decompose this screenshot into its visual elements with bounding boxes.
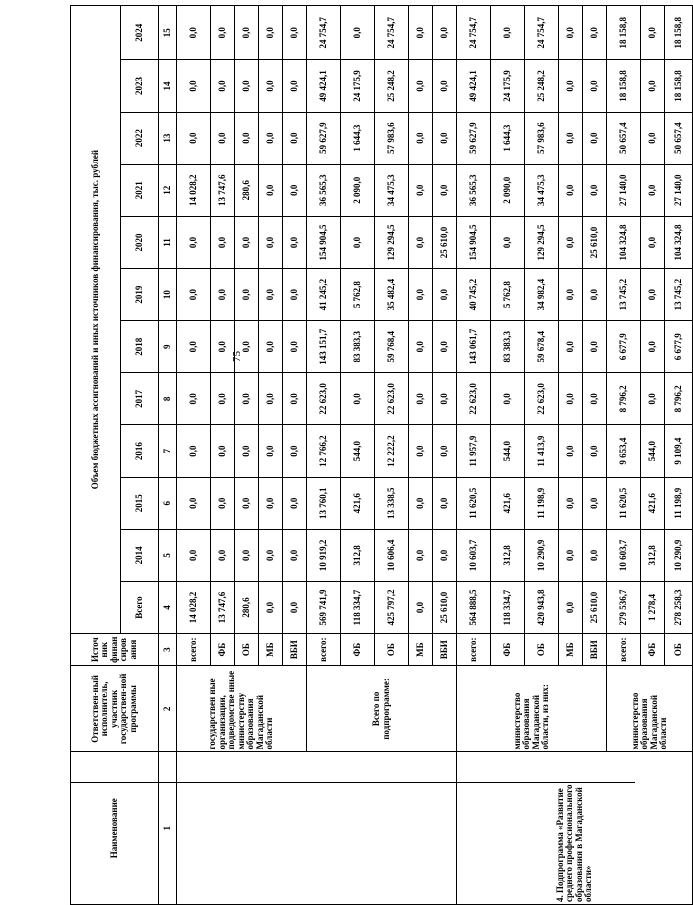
budget-table [70, 5, 693, 905]
value-cell: 0,0 [433, 269, 457, 321]
value-cell: 0,0 [259, 216, 283, 268]
value-cell: 0,0 [583, 60, 607, 112]
value-cell: 0,0 [259, 164, 283, 216]
value-cell: 0,0 [177, 321, 211, 373]
value-cell: 41 245,2 [307, 269, 341, 321]
value-cell: 118 334,7 [341, 581, 375, 633]
value-cell: 18 158,8 [665, 60, 693, 112]
column-number: 2 [159, 666, 177, 752]
column-number: 6 [159, 477, 177, 529]
value-cell: 0,0 [283, 269, 307, 321]
footer-rule [70, 782, 635, 783]
value-cell: 5 762,8 [491, 269, 525, 321]
value-cell: 0,0 [641, 60, 665, 112]
source-cell: всего: [457, 634, 491, 666]
value-cell: 280,6 [235, 581, 259, 633]
value-cell: 0,0 [211, 216, 235, 268]
value-cell: 421,6 [641, 477, 665, 529]
value-cell: 11 413,9 [525, 425, 559, 477]
value-cell: 0,0 [283, 112, 307, 164]
value-cell: 0,0 [235, 529, 259, 581]
value-cell: 13 747,6 [211, 164, 235, 216]
executor-subordinate-orgs: государствен ные организации, подведомстве нные министерству образования Магаданской области [177, 666, 307, 752]
empty-name-cell [177, 752, 457, 905]
value-cell: 25 610,0 [433, 581, 457, 633]
value-cell: 18 158,8 [607, 6, 641, 60]
value-cell: 49 424,1 [457, 60, 491, 112]
value-cell: 22 623,0 [457, 373, 491, 425]
source-cell: МБ [409, 634, 433, 666]
source-cell: ОБ [235, 634, 259, 666]
header-year-2016: 2016 [121, 425, 159, 477]
header-name: Наименование [71, 752, 159, 905]
value-cell: 129 294,5 [375, 216, 409, 268]
value-cell: 154 904,5 [457, 216, 491, 268]
budget-table-container [70, 5, 683, 905]
value-cell: 0,0 [559, 112, 583, 164]
header-funding-group: Объем бюджетных ассигнований и иных источников финансирования, тыс. рублей [71, 6, 121, 634]
column-number: 14 [159, 60, 177, 112]
value-cell: 0,0 [559, 321, 583, 373]
value-cell: 0,0 [583, 425, 607, 477]
value-cell: 10 290,9 [525, 529, 559, 581]
value-cell: 11 957,9 [457, 425, 491, 477]
value-cell: 83 383,3 [491, 321, 525, 373]
value-cell: 11 198,9 [665, 477, 693, 529]
value-cell: 22 623,0 [525, 373, 559, 425]
value-cell: 0,0 [409, 269, 433, 321]
value-cell: 143 151,7 [307, 321, 341, 373]
value-cell: 0,0 [259, 112, 283, 164]
column-number: 15 [159, 6, 177, 60]
value-cell: 6 677,9 [607, 321, 641, 373]
value-cell: 2 090,0 [341, 164, 375, 216]
column-number: 1 [159, 752, 177, 905]
column-numbers-row [159, 6, 177, 905]
value-cell: 0,0 [559, 6, 583, 60]
value-cell: 0,0 [583, 269, 607, 321]
value-cell: 0,0 [211, 373, 235, 425]
value-cell: 13 747,6 [211, 581, 235, 633]
value-cell: 0,0 [235, 216, 259, 268]
value-cell: 0,0 [583, 6, 607, 60]
value-cell: 0,0 [235, 373, 259, 425]
value-cell: 154 904,5 [307, 216, 341, 268]
value-cell: 0,0 [235, 112, 259, 164]
value-cell: 35 482,4 [375, 269, 409, 321]
value-cell: 0,0 [259, 373, 283, 425]
value-cell: 10 603,7 [607, 529, 641, 581]
value-cell: 0,0 [259, 60, 283, 112]
value-cell: 24 175,9 [341, 60, 375, 112]
value-cell: 0,0 [409, 425, 433, 477]
value-cell: 0,0 [433, 164, 457, 216]
value-cell: 22 623,0 [307, 373, 341, 425]
header-source: Источ ник финан сиров ания [71, 634, 159, 666]
value-cell: 0,0 [211, 321, 235, 373]
value-cell: 0,0 [583, 321, 607, 373]
value-cell: 59 768,4 [375, 321, 409, 373]
value-cell: 50 657,4 [665, 112, 693, 164]
value-cell: 0,0 [235, 6, 259, 60]
column-number: 7 [159, 425, 177, 477]
value-cell: 0,0 [177, 373, 211, 425]
value-cell: 312,8 [491, 529, 525, 581]
source-cell: ОБ [665, 634, 693, 666]
value-cell: 14 028,2 [177, 581, 211, 633]
value-cell: 1 278,4 [641, 581, 665, 633]
value-cell: 50 657,4 [607, 112, 641, 164]
value-cell: 0,0 [433, 60, 457, 112]
value-cell: 0,0 [235, 60, 259, 112]
value-cell: 25 248,2 [525, 60, 559, 112]
column-number: 3 [159, 634, 177, 666]
value-cell: 0,0 [259, 425, 283, 477]
value-cell: 564 888,5 [457, 581, 491, 633]
column-number: 10 [159, 269, 177, 321]
value-cell: 0,0 [559, 164, 583, 216]
value-cell: 0,0 [283, 425, 307, 477]
value-cell: 0,0 [559, 581, 583, 633]
value-cell: 13 338,5 [375, 477, 409, 529]
value-cell: 0,0 [259, 6, 283, 60]
source-cell: ВБИ [433, 634, 457, 666]
value-cell: 0,0 [211, 269, 235, 321]
value-cell: 0,0 [283, 216, 307, 268]
value-cell: 0,0 [259, 321, 283, 373]
value-cell: 27 140,0 [607, 164, 641, 216]
value-cell: 0,0 [491, 6, 525, 60]
value-cell: 57 983,6 [525, 112, 559, 164]
value-cell: 0,0 [409, 373, 433, 425]
table-row [457, 6, 491, 905]
column-number: 8 [159, 373, 177, 425]
value-cell: 118 334,7 [491, 581, 525, 633]
value-cell: 10 606,4 [375, 529, 409, 581]
value-cell: 0,0 [235, 269, 259, 321]
column-number: 12 [159, 164, 177, 216]
value-cell: 18 158,8 [665, 6, 693, 60]
value-cell: 0,0 [177, 425, 211, 477]
value-cell: 0,0 [235, 425, 259, 477]
value-cell: 0,0 [641, 6, 665, 60]
value-cell: 40 745,2 [457, 269, 491, 321]
value-cell: 0,0 [259, 477, 283, 529]
value-cell: 25 610,0 [433, 216, 457, 268]
value-cell: 18 158,8 [607, 60, 641, 112]
value-cell: 0,0 [641, 373, 665, 425]
page-number: 75 [231, 351, 243, 362]
value-cell: 0,0 [559, 529, 583, 581]
value-cell: 27 140,0 [665, 164, 693, 216]
value-cell: 0,0 [409, 529, 433, 581]
value-cell: 0,0 [491, 216, 525, 268]
subprogram-name: 4. Подпрограмма «Развитие среднего профессионального образования в Магаданской области» [457, 752, 693, 905]
value-cell: 0,0 [409, 216, 433, 268]
header-year-2020: 2020 [121, 216, 159, 268]
value-cell: 10 919,2 [307, 529, 341, 581]
value-cell: 0,0 [641, 112, 665, 164]
value-cell: 0,0 [409, 60, 433, 112]
value-cell: 0,0 [641, 164, 665, 216]
value-cell: 6 677,9 [665, 321, 693, 373]
value-cell: 34 475,3 [525, 164, 559, 216]
value-cell: 280,6 [235, 164, 259, 216]
header-year-2018: 2018 [121, 321, 159, 373]
value-cell: 1 644,3 [341, 112, 375, 164]
value-cell: 59 678,4 [525, 321, 559, 373]
value-cell: 8 796,2 [607, 373, 641, 425]
value-cell: 24 175,9 [491, 60, 525, 112]
value-cell: 421,6 [341, 477, 375, 529]
value-cell: 312,8 [641, 529, 665, 581]
executor-ministry: министерство образования Магаданской области [607, 666, 693, 752]
value-cell: 0,0 [583, 112, 607, 164]
value-cell: 0,0 [409, 581, 433, 633]
value-cell: 0,0 [409, 477, 433, 529]
value-cell: 0,0 [177, 477, 211, 529]
header-executor: Ответствен-ный исполнитель, участник государствен-ной программы [71, 666, 159, 752]
value-cell: 0,0 [235, 477, 259, 529]
value-cell: 13 745,2 [607, 269, 641, 321]
value-cell: 0,0 [177, 529, 211, 581]
value-cell: 420 943,8 [525, 581, 559, 633]
value-cell: 143 061,7 [457, 321, 491, 373]
value-cell: 11 198,9 [525, 477, 559, 529]
value-cell: 0,0 [409, 6, 433, 60]
value-cell: 0,0 [259, 581, 283, 633]
value-cell: 0,0 [341, 6, 375, 60]
source-cell: всего: [177, 634, 211, 666]
value-cell: 12 222,2 [375, 425, 409, 477]
header-year-2019: 2019 [121, 269, 159, 321]
header-year-2023: 2023 [121, 60, 159, 112]
column-number: 4 [159, 581, 177, 633]
value-cell: 25 610,0 [583, 216, 607, 268]
value-cell: 0,0 [583, 164, 607, 216]
header-year-2017: 2017 [121, 373, 159, 425]
value-cell: 0,0 [583, 477, 607, 529]
value-cell: 0,0 [341, 373, 375, 425]
value-cell: 10 290,9 [665, 529, 693, 581]
value-cell: 0,0 [409, 164, 433, 216]
value-cell: 279 536,7 [607, 581, 641, 633]
source-cell: МБ [559, 634, 583, 666]
value-cell: 129 294,5 [525, 216, 559, 268]
value-cell: 544,0 [491, 425, 525, 477]
value-cell: 312,8 [341, 529, 375, 581]
value-cell: 104 324,8 [665, 216, 693, 268]
source-cell: МБ [259, 634, 283, 666]
value-cell: 0,0 [177, 60, 211, 112]
value-cell: 0,0 [177, 269, 211, 321]
value-cell: 0,0 [259, 529, 283, 581]
value-cell: 0,0 [283, 164, 307, 216]
source-cell: всего: [307, 634, 341, 666]
value-cell: 0,0 [641, 269, 665, 321]
source-cell: ОБ [525, 634, 559, 666]
value-cell: 569 741,9 [307, 581, 341, 633]
value-cell: 49 424,1 [307, 60, 341, 112]
source-cell: ФБ [341, 634, 375, 666]
table-row [177, 6, 211, 905]
header-year-total: Всего [121, 581, 159, 633]
value-cell: 83 383,3 [341, 321, 375, 373]
header-year-2014: 2014 [121, 529, 159, 581]
value-cell: 36 565,3 [457, 164, 491, 216]
value-cell: 544,0 [341, 425, 375, 477]
value-cell: 0,0 [433, 529, 457, 581]
value-cell: 0,0 [433, 112, 457, 164]
value-cell: 14 028,2 [177, 164, 211, 216]
value-cell: 8 796,2 [665, 373, 693, 425]
value-cell: 0,0 [559, 477, 583, 529]
value-cell: 0,0 [559, 216, 583, 268]
value-cell: 0,0 [341, 216, 375, 268]
source-cell: ФБ [641, 634, 665, 666]
value-cell: 10 603,7 [457, 529, 491, 581]
column-number: 5 [159, 529, 177, 581]
value-cell: 0,0 [559, 60, 583, 112]
value-cell: 24 754,7 [375, 6, 409, 60]
column-number: 13 [159, 112, 177, 164]
value-cell: 57 983,6 [375, 112, 409, 164]
source-cell: ОБ [375, 634, 409, 666]
value-cell: 0,0 [559, 425, 583, 477]
value-cell: 0,0 [433, 373, 457, 425]
value-cell: 0,0 [211, 6, 235, 60]
value-cell: 25 248,2 [375, 60, 409, 112]
value-cell: 0,0 [283, 581, 307, 633]
value-cell: 59 627,9 [307, 112, 341, 164]
value-cell: 9 653,4 [607, 425, 641, 477]
value-cell: 0,0 [211, 477, 235, 529]
value-cell: 0,0 [641, 216, 665, 268]
header-row-group [71, 6, 121, 905]
value-cell: 0,0 [433, 6, 457, 60]
value-cell: 0,0 [559, 269, 583, 321]
value-cell: 13 745,2 [665, 269, 693, 321]
value-cell: 11 620,5 [457, 477, 491, 529]
value-cell: 0,0 [491, 373, 525, 425]
value-cell: 13 760,1 [307, 477, 341, 529]
header-year-2015: 2015 [121, 477, 159, 529]
source-cell: ФБ [211, 634, 235, 666]
value-cell: 0,0 [559, 373, 583, 425]
value-cell: 0,0 [283, 321, 307, 373]
value-cell: 0,0 [283, 60, 307, 112]
value-cell: 25 610,0 [583, 581, 607, 633]
value-cell: 0,0 [211, 112, 235, 164]
value-cell: 24 754,7 [525, 6, 559, 60]
value-cell: 278 258,3 [665, 581, 693, 633]
header-year-2024: 2024 [121, 6, 159, 60]
source-cell: ФБ [491, 634, 525, 666]
value-cell: 0,0 [259, 269, 283, 321]
value-cell: 0,0 [283, 6, 307, 60]
header-year-2021: 2021 [121, 164, 159, 216]
value-cell: 34 982,4 [525, 269, 559, 321]
value-cell: 9 109,4 [665, 425, 693, 477]
value-cell: 0,0 [283, 373, 307, 425]
value-cell: 0,0 [283, 529, 307, 581]
value-cell: 34 475,3 [375, 164, 409, 216]
header-year-2022: 2022 [121, 112, 159, 164]
value-cell: 11 620,5 [607, 477, 641, 529]
executor-ministry-including: министерство образования Магаданской области, из них: [457, 666, 607, 752]
value-cell: 22 623,0 [375, 373, 409, 425]
value-cell: 59 627,9 [457, 112, 491, 164]
value-cell: 0,0 [211, 60, 235, 112]
value-cell: 2 090,0 [491, 164, 525, 216]
value-cell: 0,0 [235, 321, 259, 373]
value-cell: 24 754,7 [457, 6, 491, 60]
value-cell: 0,0 [409, 321, 433, 373]
value-cell: 36 565,3 [307, 164, 341, 216]
value-cell: 425 797,2 [375, 581, 409, 633]
value-cell: 0,0 [641, 321, 665, 373]
value-cell: 104 324,8 [607, 216, 641, 268]
value-cell: 0,0 [283, 477, 307, 529]
value-cell: 24 754,7 [307, 6, 341, 60]
value-cell: 0,0 [583, 373, 607, 425]
value-cell: 0,0 [433, 425, 457, 477]
value-cell: 0,0 [433, 321, 457, 373]
value-cell: 0,0 [409, 112, 433, 164]
value-cell: 0,0 [177, 6, 211, 60]
value-cell: 0,0 [433, 477, 457, 529]
value-cell: 421,6 [491, 477, 525, 529]
source-cell: всего: [607, 634, 641, 666]
value-cell: 0,0 [583, 529, 607, 581]
value-cell: 0,0 [211, 529, 235, 581]
value-cell: 0,0 [177, 112, 211, 164]
source-cell: ВБИ [283, 634, 307, 666]
column-number: 11 [159, 216, 177, 268]
value-cell: 1 644,3 [491, 112, 525, 164]
value-cell: 12 766,2 [307, 425, 341, 477]
column-number: 9 [159, 321, 177, 373]
value-cell: 5 762,8 [341, 269, 375, 321]
source-cell: ВБИ [583, 634, 607, 666]
value-cell: 0,0 [211, 425, 235, 477]
value-cell: 0,0 [177, 216, 211, 268]
value-cell: 544,0 [641, 425, 665, 477]
total-label: Всего по подпрограмме: [307, 666, 457, 752]
